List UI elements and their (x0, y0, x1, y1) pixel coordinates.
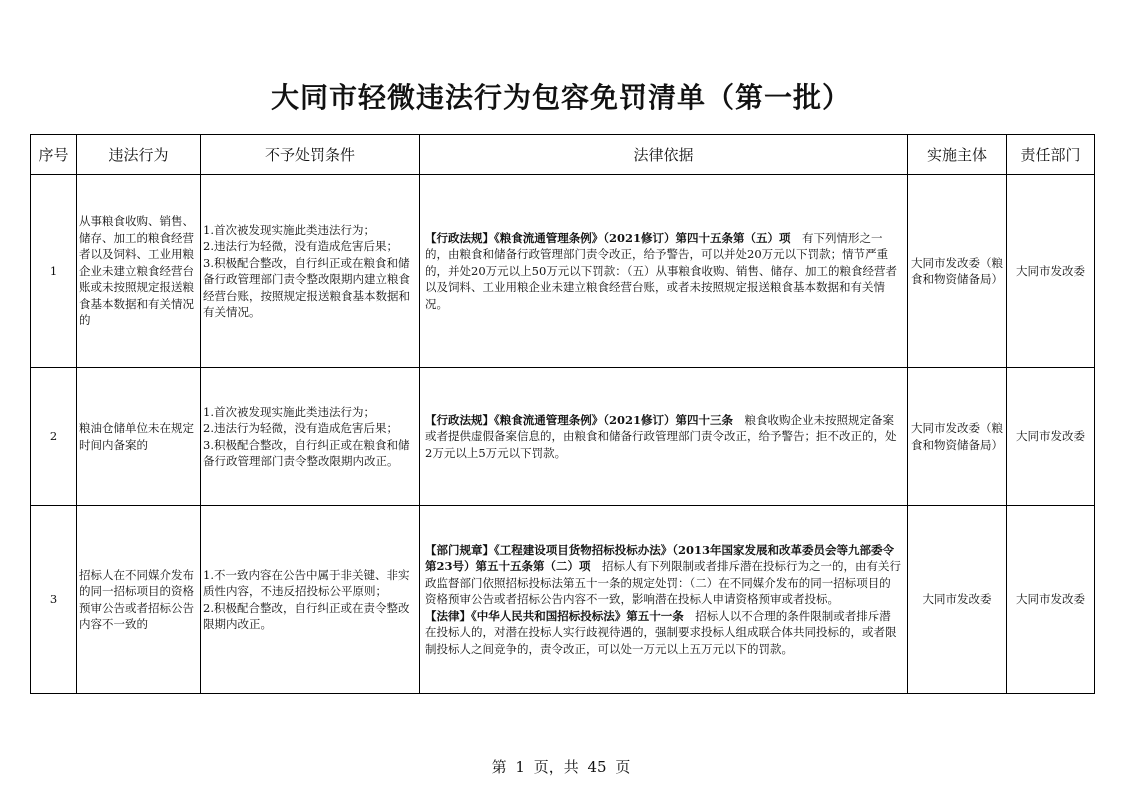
header-implementing-body: 实施主体 (908, 135, 1007, 175)
table-row (31, 175, 1095, 368)
current-page-number: 1 (515, 758, 525, 776)
footer-mid: 页，共 (533, 758, 579, 776)
header-conditions: 不予处罚条件 (201, 135, 420, 175)
header-responsible-dept: 责任部门 (1007, 135, 1095, 175)
legal-basis-cell (420, 175, 908, 368)
condition-item: 2.违法行为轻微，没有造成危害后果； (203, 421, 398, 435)
condition-item: 1.不一致内容在公告中属于非关键、非实质性内容，不违反招投标公平原则； (203, 567, 410, 598)
implementing-body-cell: 大同市发改委 (908, 506, 1007, 694)
row-number: 2 (31, 368, 77, 506)
violation-cell: 粮油仓储单位未在规定时间内备案的 (77, 368, 201, 506)
responsible-dept-cell: 大同市发改委 (1007, 506, 1095, 694)
conditions-cell (201, 368, 420, 506)
responsible-dept-cell: 大同市发改委 (1007, 368, 1095, 506)
header-violation: 违法行为 (77, 135, 201, 175)
conditions-cell (201, 506, 420, 694)
table-row (31, 368, 1095, 506)
penalty-exemption-table (30, 134, 1095, 694)
legal-basis-heading: 【行政法规】《粮食流通管理条例》（2021修订）第四十五条第（五）项 (425, 230, 791, 245)
implementing-body-cell: 大同市发改委（粮食和物资储备局） (908, 175, 1007, 368)
legal-basis-text: 招标人以不合理的条件限制或者排斥潜在投标人的，对潜在投标人实行歧视待遇的，强制要求投标人组成联合体共同投标的，或者限制投标人之间竞争的，责令改正，可以处一万元以上五万元以下的罚款。 (425, 608, 897, 656)
violation-cell: 从事粮食收购、销售、储存、加工的粮食经营者以及饲料、工业用粮企业未建立粮食经营台账或未按照规定报送粮食基本数据和有关情况的 (77, 175, 201, 368)
implementing-body-cell: 大同市发改委（粮食和物资储备局） (908, 368, 1007, 506)
header-no: 序号 (31, 135, 77, 175)
header-legal-basis: 法律依据 (420, 135, 908, 175)
footer-prefix: 第 (491, 758, 507, 776)
legal-basis-heading: 【行政法规】《粮食流通管理条例》（2021修订）第四十三条 (425, 412, 734, 427)
row-number: 3 (31, 506, 77, 694)
page-title: 大同市轻微违法行为包容免罚清单（第一批） (270, 81, 851, 114)
condition-item: 2.违法行为轻微，没有造成危害后果； (203, 239, 398, 253)
condition-item: 1.首次被发现实施此类违法行为； (203, 222, 375, 237)
footer-suffix: 页 (615, 758, 631, 776)
legal-basis-heading: 【法律】《中华人民共和国招标投标法》第五十一条 (425, 608, 684, 623)
legal-basis-text: 招标人有下列限制或者排斥潜在投标行为之一的，由有关行政监督部门依照招标投标法第五十一条的规定处罚：（二）在不同媒介发布的同一招标项目的资格预审公告或者招标公告内容不一致，影响潜在投标人申请资格预审或者投标。 (425, 559, 902, 607)
legal-basis-cell (420, 368, 908, 506)
legal-basis-cell (420, 506, 908, 694)
legal-basis-heading: 【部门规章】《工程建设项目货物招标投标办法》（2013年国家发展和改革委员会等九部委令第23号）第五十五条第（二）项 (425, 542, 895, 574)
violation-cell: 招标人在不同媒介发布的同一招标项目的资格预审公告或者招标公告内容不一致的 (77, 506, 201, 694)
legal-basis-text: 有下列情形之一的，由粮食和储备行政管理部门责令改正，给予警告，可以并处20万元以下罚款；情节严重的，并处20万元以上50万元以下罚款：（五）从事粮食收购、销售、储存、加工的粮食经营者以及饲料、工业用粮企业未建立粮食经营台账，或者未按照规定报送粮食基本数据和有关情况。 (425, 230, 898, 311)
condition-item: 1.首次被发现实施此类违法行为； (203, 404, 375, 419)
total-page-count: 45 (587, 758, 607, 776)
conditions-cell (201, 175, 420, 368)
page-footer (0, 756, 1122, 777)
responsible-dept-cell: 大同市发改委 (1007, 175, 1095, 368)
condition-item: 2.积极配合整改，自行纠正或在责令整改限期内改正。 (203, 600, 410, 631)
table-header-row (31, 135, 1095, 175)
row-number: 1 (31, 175, 77, 368)
table-row (31, 506, 1095, 694)
legal-basis-text: 粮食收购企业未按照规定备案或者提供虚假备案信息的，由粮食和储备行政管理部门责令改正，给予警告；拒不改正的，处2万元以上5万元以下罚款。 (425, 412, 897, 460)
condition-item: 3.积极配合整改，自行纠正或在粮食和储备行政管理部门责令整改限期内建立粮食经营台账，按照规定报送粮食基本数据和有关情况。 (203, 255, 410, 319)
condition-item: 3.积极配合整改，自行纠正或在粮食和储备行政管理部门责令整改限期内改正。 (203, 437, 410, 468)
